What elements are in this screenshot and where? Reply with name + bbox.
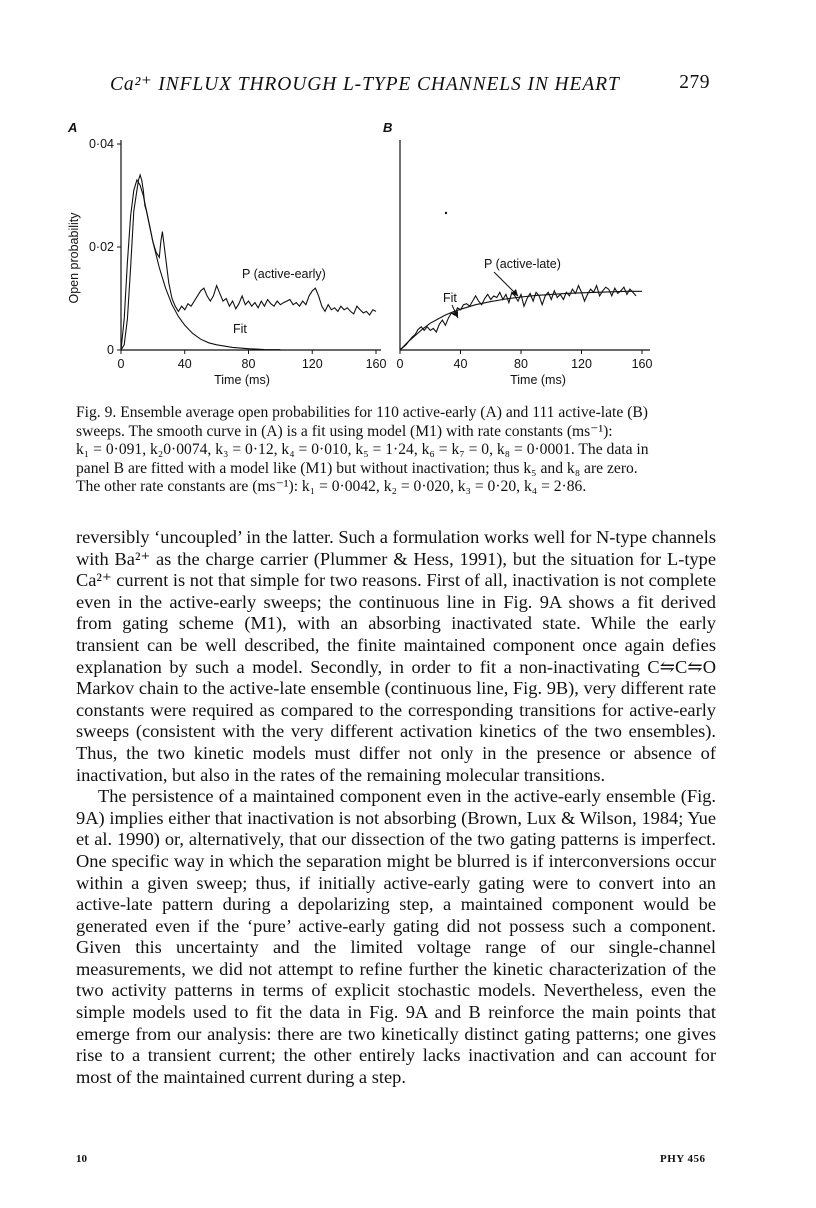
panel-a-fit-curve	[121, 180, 280, 350]
panel-b-stray-dot	[445, 212, 447, 214]
caption-line: k₁ = 0·091, k₂0·0074, k₃ = 0·12, k₄ = 0·010, k₅ = 1·24, k₆ = k₇ = 0, k₈ = 0·0001. The data in	[76, 441, 649, 458]
caption-line: sweeps. The smooth curve in (A) is a fit using model (M1) with rate constants (ms⁻¹):	[76, 422, 613, 440]
body-text	[76, 527, 716, 1088]
panel-b	[383, 120, 652, 387]
running-title: Ca²⁺ INFLUX THROUGH L-TYPE CHANNELS IN HEART	[110, 74, 620, 95]
caption-line: panel B are fitted with a model like (M1) but without inactivation; thus k₅ and k₈ are zero.	[76, 459, 638, 477]
panel-b-active-late-trace	[400, 286, 636, 350]
figure-9	[60, 112, 760, 402]
y-tick-label: 0·02	[88, 240, 114, 254]
panel-a	[67, 120, 386, 387]
footer-journal-code: PHY 456	[660, 1153, 706, 1165]
panel-b-label: B	[383, 120, 393, 135]
panel-b-fit-label: Fit	[443, 291, 457, 305]
panel-b-x-axis-title: Time (ms)	[510, 373, 566, 387]
figure-caption	[76, 404, 716, 497]
panel-a-active-early-label: P (active-early)	[242, 267, 326, 281]
x-tick-label: 40	[453, 357, 468, 371]
x-tick-label: 160	[631, 357, 653, 371]
panel-a-label: A	[68, 120, 78, 135]
x-tick-label: 0	[117, 357, 125, 371]
body-paragraph: The persistence of a maintained component even in the active-early ensemble (Fig. 9A) implies either that inactivation is not absorbing (Brown, Lux & Wilson, 1984; Yue et al. 1990) or, alternatively, that our dissection of the two gating patterns is imperfect. One specific way in which the separation might be blurred is if interconversions occur within a given sweep; thus, if initially active-early gating were to convert into an active-late pattern during a depolarizing step, a maintained component would be generated even if the ‘pure’ active-early gating did not possess such a component. Given this uncertainty and the limited voltage range of our single-channel measurements, we did not attempt to refine further the kinetic characterization of the two activity patterns in terms of explicit stochastic models. Nevertheless, even the simple models used to fit the data in Fig. 9A and B reinforce the main points that emerge from our analysis: there are two kinetically distinct gating patterns; one gives rise to a transient current; the other entirely lacks inactivation and can account for most of the maintained current during a step.	[76, 786, 716, 1087]
panel-b-active-late-label: P (active-late)	[484, 257, 561, 271]
panel-a-active-early-trace	[121, 175, 376, 350]
y-tick-label: 0	[107, 343, 114, 357]
caption-line: Fig. 9. Ensemble average open probabilities for 110 active-early (A) and 111 active-late (B)	[76, 404, 648, 421]
x-tick-label: 40	[177, 357, 192, 371]
x-tick-label: 120	[301, 357, 323, 371]
footer-signature: 10	[76, 1153, 87, 1165]
body-paragraph: reversibly ‘uncoupled’ in the latter. Such a formulation works well for N-type channels with Ba²⁺ as the charge carrier (Plummer & Hess, 1991), but the situation for L-type Ca²⁺ current is not that simple for two reasons. First of all, inactivation is not complete even in the active-early sweeps; the continuous line in Fig. 9A shows a fit derived from gating scheme (M1), with an absorbing inactivated state. While the early transient can be well described, the finite maintained component once again defies explanation by such a model. Secondly, in order to fit a non-inactivating C⇋C⇋O Markov chain to the active-late ensemble (continuous line, Fig. 9B), very different rate constants were required as compared to the corresponding transitions for active-early sweeps (consistent with the very different activation kinetics of the two ensembles). Thus, the two kinetic models must differ not only in the presence or absence of inactivation, but also in the rates of the remaining molecular transitions.	[76, 527, 716, 785]
x-tick-label: 80	[514, 357, 528, 371]
page-number: 279	[679, 72, 710, 93]
panel-b-fit-curve	[400, 291, 642, 350]
panel-a-y-axis-title: Open probability	[67, 212, 81, 304]
figure-9-plot	[60, 112, 760, 402]
x-tick-label: 120	[571, 357, 592, 371]
panel-a-fit-label: Fit	[233, 322, 247, 336]
y-tick-label: 0·04	[88, 137, 114, 151]
x-tick-label: 160	[365, 357, 387, 371]
x-tick-label: 0	[396, 357, 404, 371]
panel-a-x-axis-title: Time (ms)	[214, 373, 270, 387]
caption-line: The other rate constants are (ms⁻¹): k₁ = 0·0042, k₂ = 0·020, k₃ = 0·20, k₄ = 2·86.	[76, 478, 587, 495]
running-header	[110, 72, 710, 102]
x-tick-label: 80	[241, 357, 256, 371]
